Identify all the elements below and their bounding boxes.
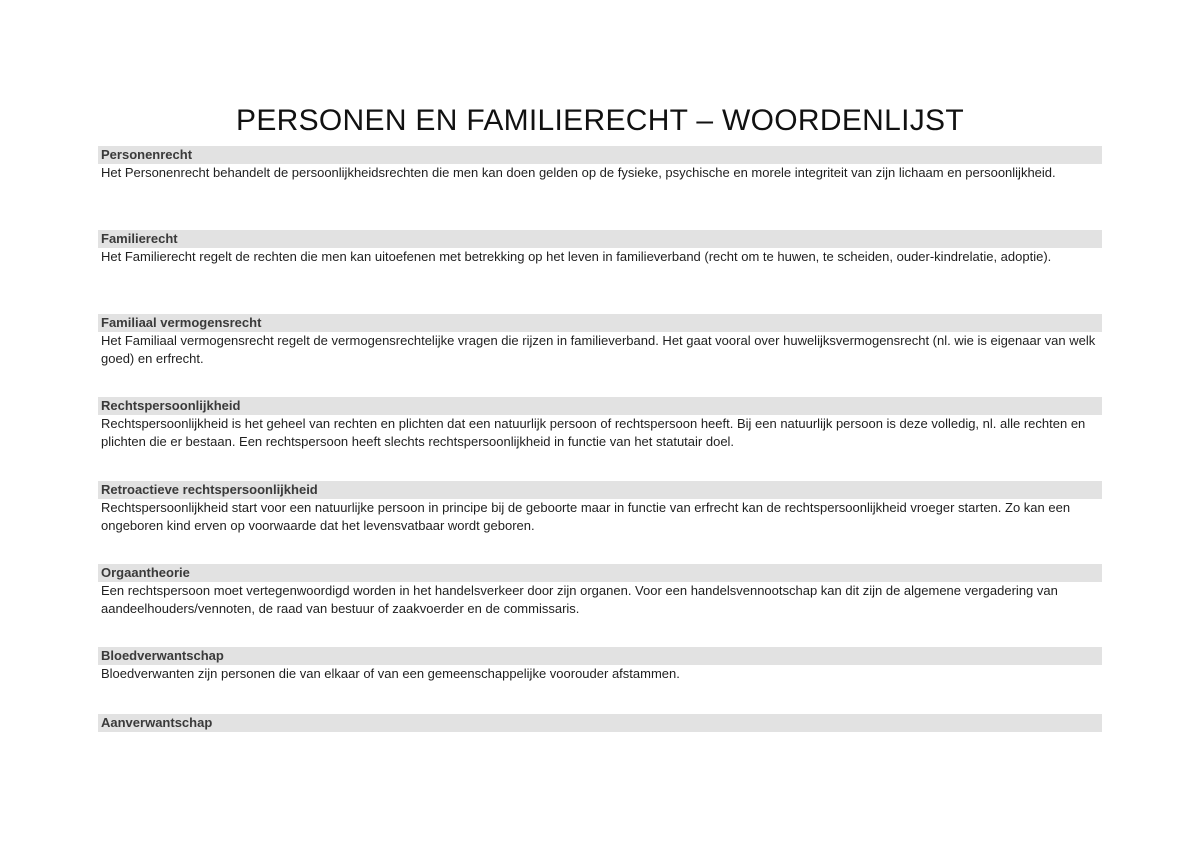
glossary-term: Aanverwantschap: [98, 714, 1102, 732]
glossary-entry: [98, 397, 1102, 451]
glossary-term: Personenrecht: [98, 146, 1102, 164]
page-title: PERSONEN EN FAMILIERECHT – WOORDENLIJST: [236, 104, 964, 137]
glossary-entry: [98, 481, 1102, 535]
glossary-term: Familierecht: [98, 230, 1102, 248]
glossary-term: Bloedverwantschap: [98, 647, 1102, 665]
glossary-definition: Een rechtspersoon moet vertegenwoordigd worden in het handelsverkeer door zijn organen. Voor een handelsvennootschap kan dit zijn de algemene vergadering van aandeelhouders/vennoten, de raad van bestuur of zaakvoerder en de commissaris.: [101, 583, 1058, 616]
glossary-entry: [98, 230, 1102, 266]
glossary-term: Rechtspersoonlijkheid: [98, 397, 1102, 415]
glossary-entry: [98, 714, 1102, 732]
glossary-entry: [98, 564, 1102, 618]
glossary-entry: [98, 314, 1102, 368]
glossary-definition: Rechtspersoonlijkheid start voor een natuurlijke persoon in principe bij de geboorte maar in functie van erfrecht kan de rechtspersoonlijkheid vroeger starten. Zo kan een ongeboren kind erven op voorwaarde dat het levensvatbaar wordt geboren.: [101, 500, 1071, 533]
glossary-definition: Het Familierecht regelt de rechten die men kan uitoefenen met betrekking op het leven in familieverband (recht om te huwen, te scheiden, ouder-kindrelatie, adoptie).: [101, 249, 1052, 264]
glossary-definition: Rechtspersoonlijkheid is het geheel van rechten en plichten dat een natuurlijk persoon of rechtspersoon heeft. Bij een natuurlijk persoon is deze volledig, nl. alle rechten en plichten die er bestaan. Een rechtspersoon heeft slechts rechtspersoonlijkheid in functie van het statutair doel.: [101, 416, 1086, 449]
glossary-entry: [98, 146, 1102, 182]
glossary-definition: Bloedverwanten zijn personen die van elkaar of van een gemeenschappelijke voorouder afstammen.: [101, 666, 680, 681]
glossary-term: Orgaantheorie: [98, 564, 1102, 582]
glossary-term: Retroactieve rechtspersoonlijkheid: [98, 481, 1102, 499]
glossary-definition: Het Familiaal vermogensrecht regelt de vermogensrechtelijke vragen die rijzen in familieverband. Het gaat vooral over huwelijksvermogensrecht (nl. wie is eigenaar van welk goed) en erfrecht.: [101, 333, 1096, 366]
glossary-term: Familiaal vermogensrecht: [98, 314, 1102, 332]
glossary-definition: Het Personenrecht behandelt de persoonlijkheidsrechten die men kan doen gelden op de fysieke, psychische en morele integriteit van zijn lichaam en persoonlijkheid.: [101, 165, 1056, 180]
glossary-entry: [98, 647, 1102, 683]
